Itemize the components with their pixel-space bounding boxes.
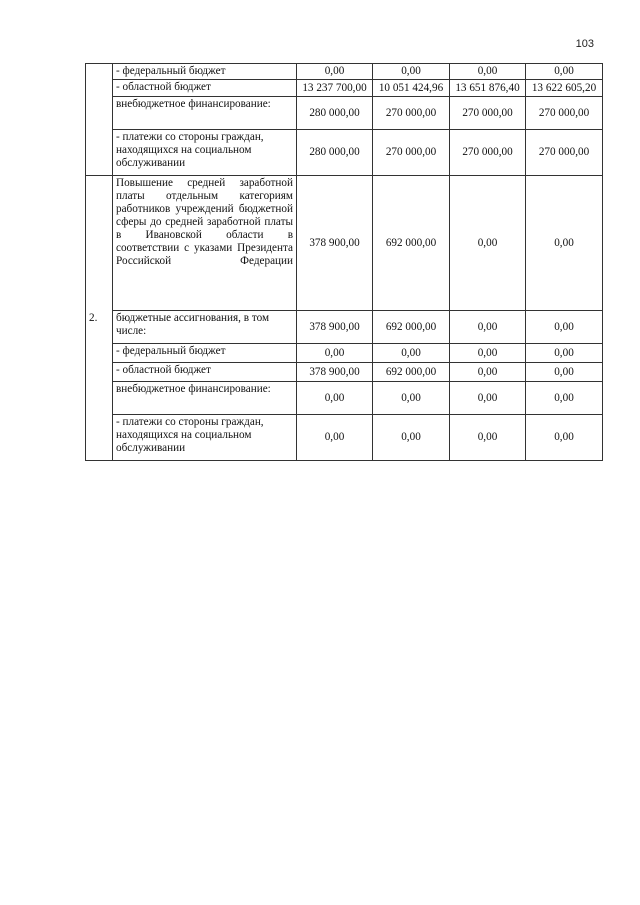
value-cell: 280 000,00 <box>297 97 373 130</box>
value-cell: 378 900,00 <box>297 363 373 382</box>
table-row <box>86 64 603 80</box>
value-cell: 0,00 <box>450 363 526 382</box>
section-number: 2. <box>86 176 113 461</box>
value-cell: 0,00 <box>373 415 450 461</box>
value-cell: 280 000,00 <box>297 130 373 176</box>
value-cell: 13 237 700,00 <box>297 80 373 97</box>
value-cell: 0,00 <box>450 176 526 311</box>
value-cell: 0,00 <box>373 382 450 415</box>
value-cell: 0,00 <box>526 64 603 80</box>
table-row <box>86 382 603 415</box>
table-row <box>86 311 603 344</box>
value-cell: 10 051 424,96 <box>373 80 450 97</box>
value-cell: 270 000,00 <box>526 130 603 176</box>
row-description: внебюджетное финансирование: <box>113 382 297 415</box>
value-cell: 0,00 <box>297 415 373 461</box>
value-cell: 378 900,00 <box>297 311 373 344</box>
value-cell: 378 900,00 <box>297 176 373 311</box>
value-cell: 0,00 <box>450 415 526 461</box>
value-cell: 0,00 <box>297 344 373 363</box>
table-row <box>86 97 603 130</box>
value-cell: 270 000,00 <box>373 97 450 130</box>
value-cell: 0,00 <box>526 415 603 461</box>
table-row <box>86 130 603 176</box>
value-cell: 0,00 <box>526 176 603 311</box>
row-description: Повышение средней заработной платы отдельным категориям работников учреждений бюджетной сферы до средней заработной платы в Ивановской области в соответствии с указами Президента Российской Федерации <box>113 176 297 311</box>
value-cell: 270 000,00 <box>373 130 450 176</box>
row-description: - областной бюджет <box>113 363 297 382</box>
row-description: - федеральный бюджет <box>113 64 297 80</box>
value-cell: 0,00 <box>526 363 603 382</box>
row-description: внебюджетное финансирование: <box>113 97 297 130</box>
value-cell: 0,00 <box>526 311 603 344</box>
value-cell: 0,00 <box>297 64 373 80</box>
value-cell: 0,00 <box>450 64 526 80</box>
value-cell: 0,00 <box>526 344 603 363</box>
value-cell: 0,00 <box>450 344 526 363</box>
table-row <box>86 344 603 363</box>
value-cell: 692 000,00 <box>373 363 450 382</box>
value-cell: 0,00 <box>373 344 450 363</box>
table-row <box>86 80 603 97</box>
table-row <box>86 415 603 461</box>
budget-table <box>85 63 603 461</box>
row-description: бюджетные ассигнования, в том числе: <box>113 311 297 344</box>
value-cell: 0,00 <box>450 311 526 344</box>
value-cell: 0,00 <box>450 382 526 415</box>
value-cell: 270 000,00 <box>526 97 603 130</box>
row-description: - федеральный бюджет <box>113 344 297 363</box>
value-cell: 0,00 <box>373 64 450 80</box>
row-description: - платежи со стороны граждан, находящихся на социальном обслуживании <box>113 130 297 176</box>
value-cell: 692 000,00 <box>373 176 450 311</box>
value-cell: 0,00 <box>297 382 373 415</box>
value-cell: 692 000,00 <box>373 311 450 344</box>
value-cell: 13 651 876,40 <box>450 80 526 97</box>
page-number: 103 <box>575 38 594 50</box>
value-cell: 270 000,00 <box>450 130 526 176</box>
row-description: - областной бюджет <box>113 80 297 97</box>
value-cell: 0,00 <box>526 382 603 415</box>
value-cell: 13 622 605,20 <box>526 80 603 97</box>
section-1-index-cell <box>86 64 113 176</box>
row-description: - платежи со стороны граждан, находящихся на социальном обслуживании <box>113 415 297 461</box>
table-row <box>86 176 603 311</box>
table-row <box>86 363 603 382</box>
value-cell: 270 000,00 <box>450 97 526 130</box>
